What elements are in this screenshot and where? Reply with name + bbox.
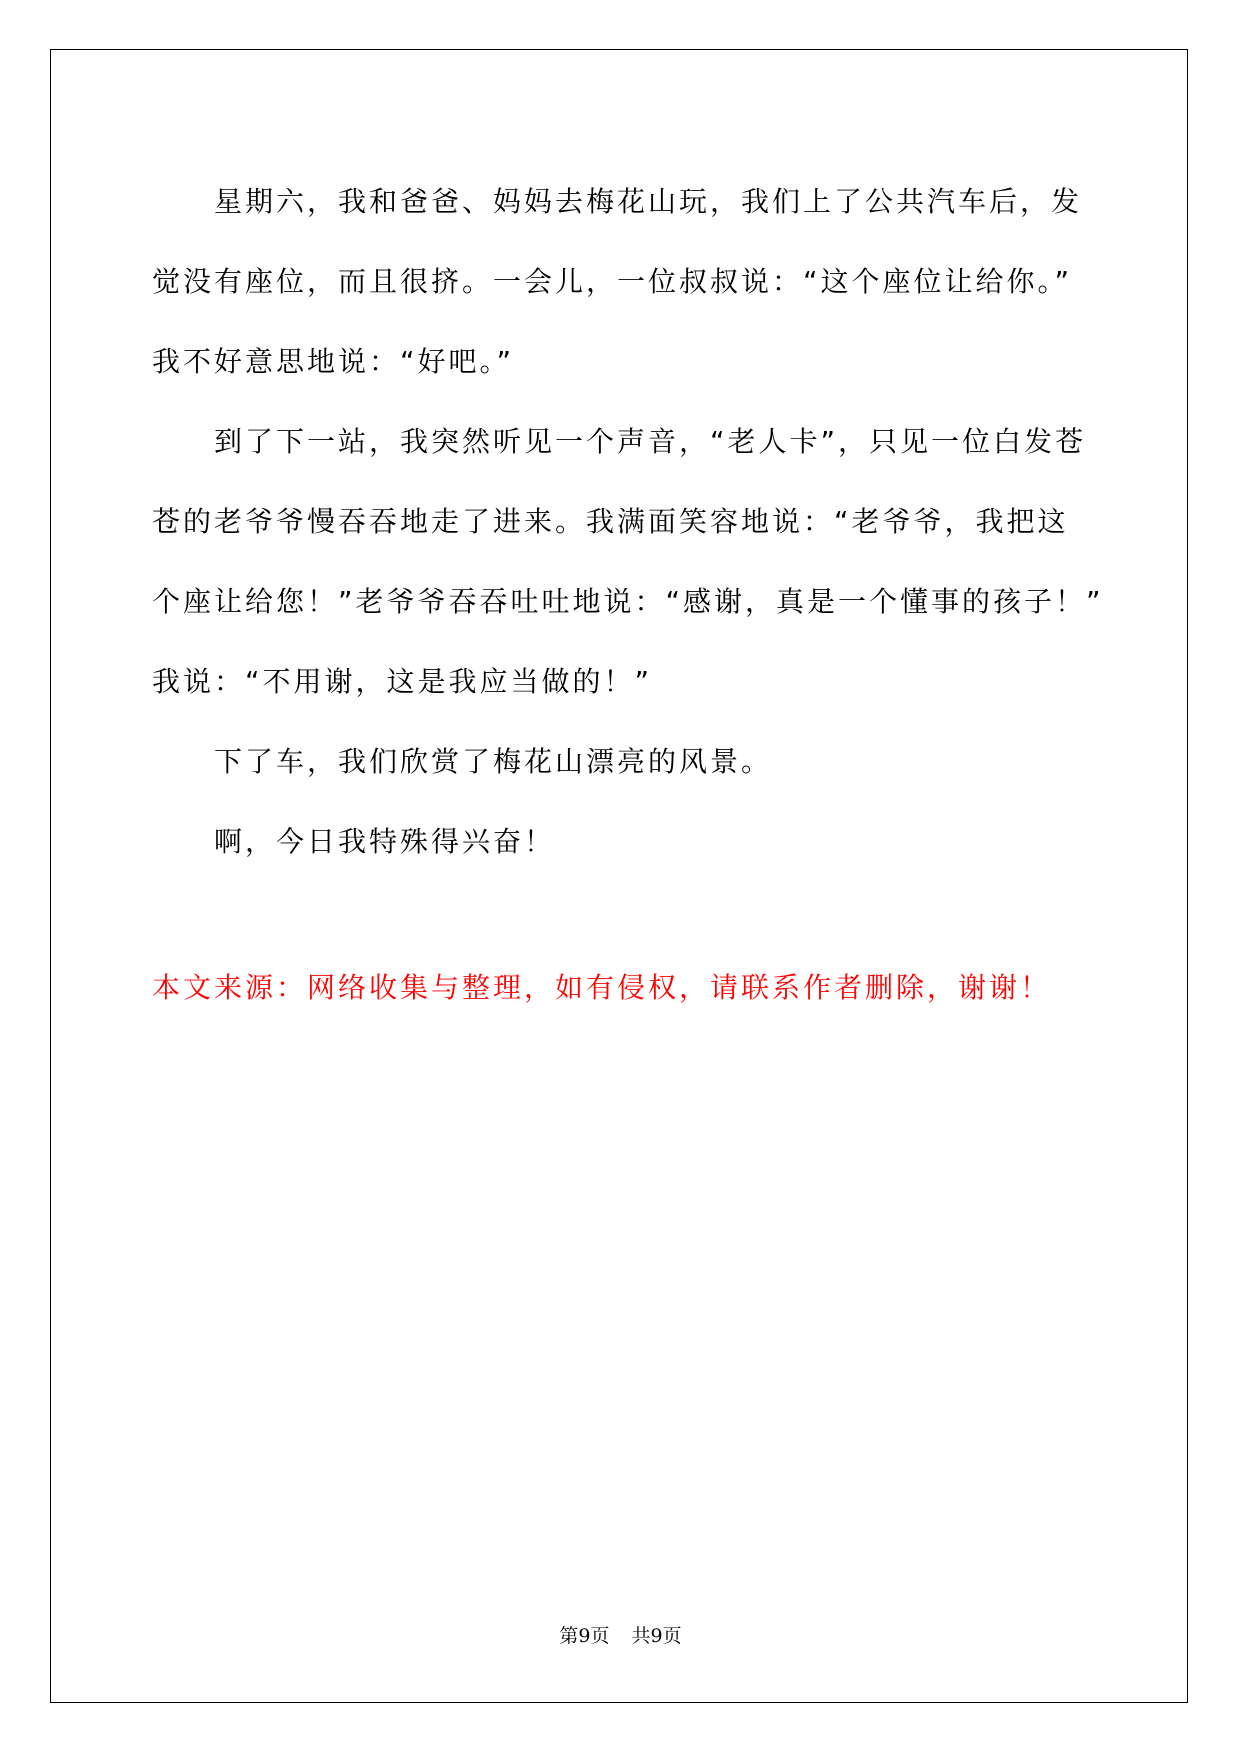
page-number-total: 共9页 (631, 1625, 682, 1647)
paragraph-3 (152, 722, 1092, 802)
paragraph-1 (152, 162, 1092, 402)
paragraph-4 (152, 802, 1092, 882)
paragraph-line: 星期六，我和爸爸、妈妈去梅花山玩，我们上了公共汽车后，发 (214, 185, 1083, 218)
page-footer (0, 1624, 1241, 1648)
paragraph-line: 个座让给您！”老爷爷吞吞吐吐地说：“感谢，真是一个懂事的孩子！” (152, 585, 1104, 618)
paragraph-line: 到了下一站，我突然听见一个声音，“老人卡”，只见一位白发苍 (214, 425, 1087, 458)
document-body (152, 162, 1104, 882)
paragraph-line: 觉没有座位，而且很挤。一会儿，一位叔叔说：“这个座位让给你。” (152, 265, 1073, 298)
paragraph-line: 下了车，我们欣赏了梅花山漂亮的风景。 (214, 745, 773, 778)
paragraph-line: 我说：“不用谢，这是我应当做的！” (152, 665, 653, 698)
paragraph-line: 我不好意思地说：“好吧。” (152, 345, 515, 378)
source-note: 本文来源：网络收集与整理，如有侵权，请联系作者删除，谢谢！ (152, 971, 1052, 1004)
paragraph-line: 苍的老爷爷慢吞吞地走了进来。我满面笑容地说：“老爷爷，我把这 (152, 505, 1069, 538)
page-number-current: 第9页 (559, 1625, 610, 1647)
paragraph-line: 啊，今日我特殊得兴奋！ (214, 825, 556, 858)
paragraph-2 (152, 402, 1104, 722)
